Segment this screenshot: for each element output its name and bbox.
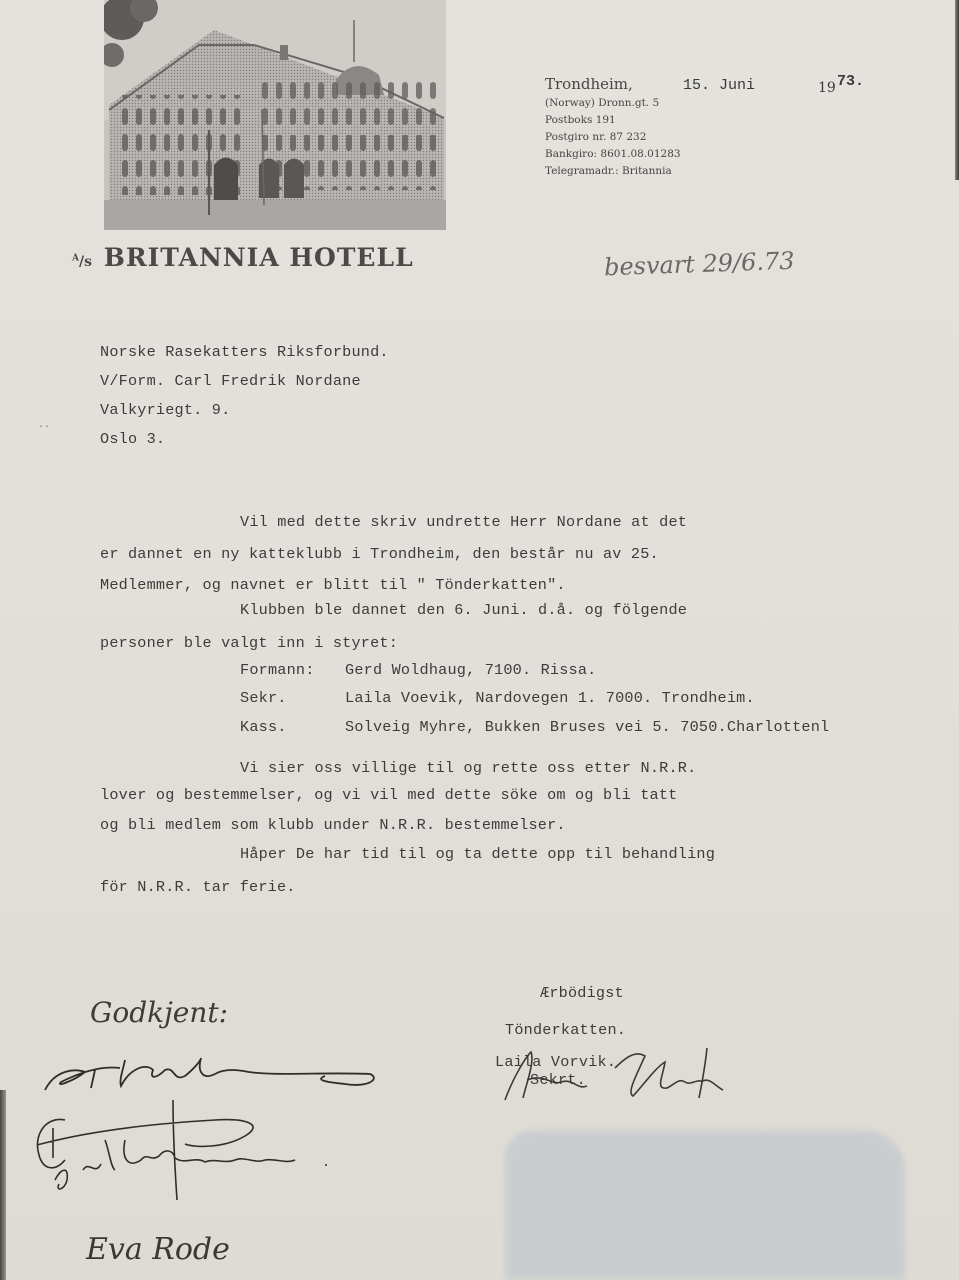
body-line: personer ble valgt inn i styret: — [100, 634, 399, 652]
date-year-suffix: 73. — [837, 73, 865, 90]
handwritten-received-note: besvart 29/6.73 — [603, 246, 795, 282]
body-line: Klubben ble dannet den 6. Juni. d.å. og fölgende — [240, 601, 688, 619]
closing-club-name: Tönderkatten. — [505, 1021, 627, 1039]
company-name-text: BRITANNIA HOTELL — [103, 243, 414, 272]
recipient-line: Valkyriegt. 9. — [100, 401, 231, 419]
body-line: Medlemmer, og navnet er blitt til " Tönderkatten". — [100, 576, 566, 594]
secretary-signature — [495, 1038, 735, 1108]
approval-label: Godkjent: — [90, 996, 229, 1029]
closing-signer-name: Laila Vorvik. — [495, 1053, 617, 1071]
body-line: Håper De har tid til og ta dette opp til behandling — [240, 845, 716, 863]
body-line: er dannet en ny katteklubb i Trondheim, den består nu av 25. — [100, 545, 659, 563]
date-day-month: 15. Juni — [683, 77, 756, 94]
body-line: för N.R.R. tar ferie. — [100, 878, 296, 896]
company-prefix — [72, 254, 92, 270]
board-member: Gerd Woldhaug, 7100. Rissa. — [345, 661, 597, 679]
shadow-patch — [505, 1130, 905, 1280]
margin-dots: ·· — [38, 422, 51, 433]
recipient-line: Oslo 3. — [100, 430, 166, 448]
address-line: (Norway) Dronn.gt. 5 — [545, 97, 660, 109]
board-member: Laila Voevik, Nardovegen 1. 7000. Trondheim. — [345, 689, 755, 707]
closing-salutation: Ærbödigst — [540, 984, 624, 1002]
board-role: Formann: — [240, 661, 315, 679]
hotel-building-photo — [104, 0, 446, 230]
board-role: Kass. — [240, 718, 287, 736]
board-role: Sekr. — [240, 689, 287, 707]
body-line: Vi sier oss villige til og rette oss etter N.R.R. — [240, 759, 697, 777]
sender-city: Trondheim, — [545, 75, 633, 93]
board-member: Solveig Myhre, Bukken Bruses vei 5. 7050.Charlottenl — [345, 718, 830, 736]
sender-address-block — [545, 73, 865, 180]
body-line: lover og bestemmelser, og vi vil med dette söke om og bli tatt — [100, 786, 678, 804]
recipient-line: V/Form. Carl Fredrik Nordane — [100, 372, 361, 390]
date-year-prefix: 19 — [818, 80, 836, 96]
recipient-line: Norske Rasekatters Riksforbund. — [100, 343, 389, 361]
prefix-a: A — [72, 253, 79, 264]
address-line: Telegramadr.: Britannia — [545, 165, 672, 177]
address-line: Postboks 191 — [545, 114, 616, 126]
page-edge-left — [0, 1090, 6, 1280]
page-edge-right — [955, 0, 959, 180]
address-line: Bankgiro: 8601.08.01283 — [545, 148, 681, 160]
address-line: Postgiro nr. 87 232 — [545, 131, 647, 143]
prefix-s: /s — [78, 254, 92, 270]
closing-signer-title: Sekrt. — [530, 1071, 586, 1089]
body-line: Vil med dette skriv undrette Herr Nordane at det — [240, 513, 688, 531]
company-name — [72, 243, 414, 272]
approval-signatures — [25, 1040, 385, 1200]
approval-signature-eva-rode: Eva Rode — [86, 1232, 230, 1267]
body-line: og bli medlem som klubb under N.R.R. bestemmelser. — [100, 816, 566, 834]
letter-date — [683, 73, 865, 96]
